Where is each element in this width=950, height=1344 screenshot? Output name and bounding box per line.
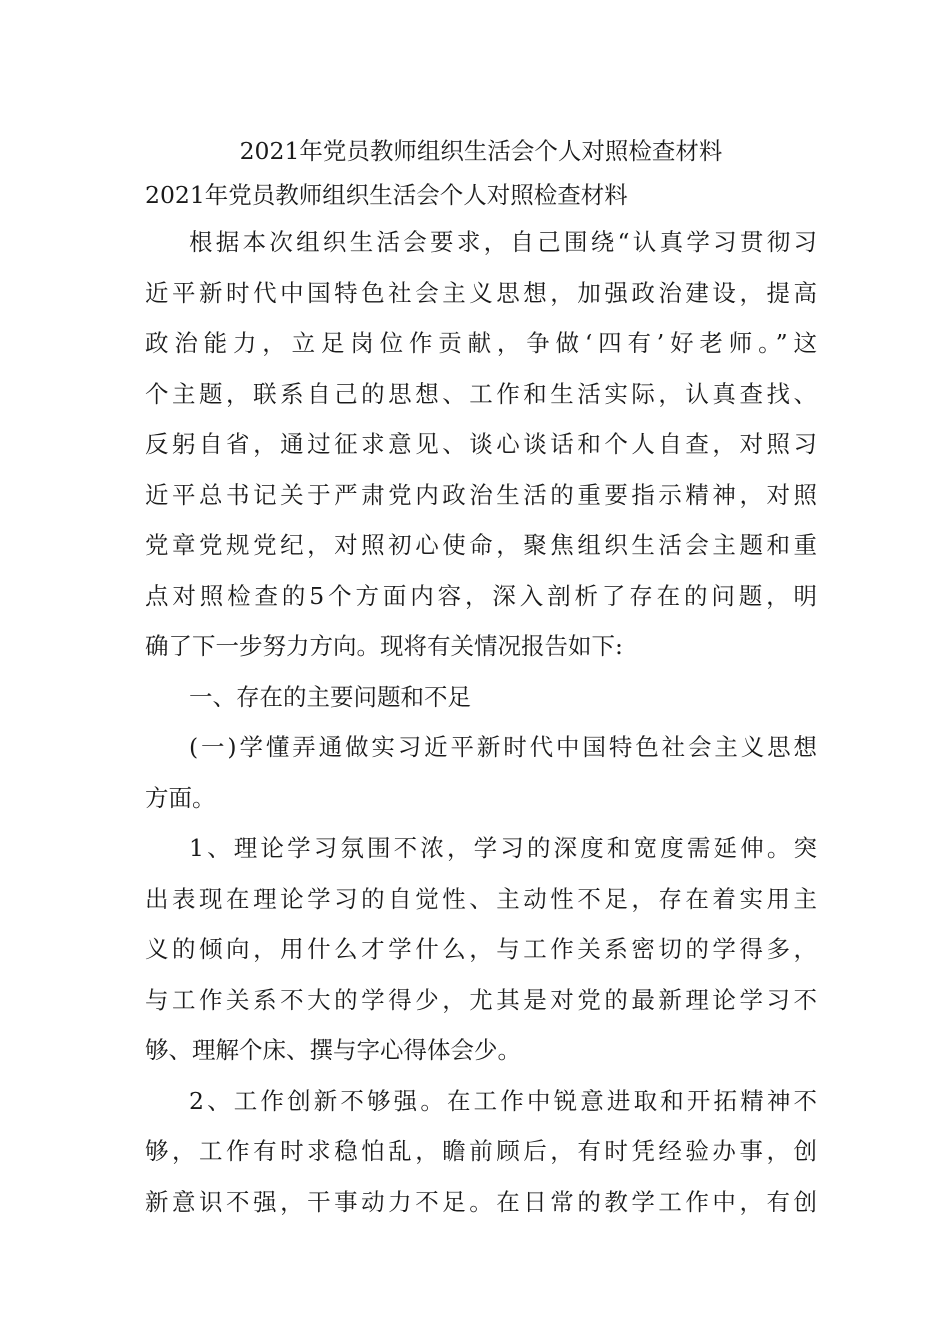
paragraph-line: 出表现在理论学习的自觉性、主动性不足，存在着实用主: [145, 884, 817, 913]
paragraph-item-1: [145, 823, 817, 1076]
paragraph-line: 近平新时代中国特色社会主义思想，加强政治建设，提高: [145, 278, 817, 307]
paragraph-line: 个主题，联系自己的思想、工作和生活实际，认真查找、: [145, 379, 817, 408]
document-title: 2021年党员教师组织生活会个人对照检查材料: [239, 137, 723, 165]
paragraph-line: 够、理解个床、撰与字心得体会少。: [145, 1036, 521, 1064]
document-subtitle: 2021年党员教师组织生活会个人对照检查材料: [145, 181, 628, 209]
paragraph-line: 1、理论学习氛围不浓，学习的深度和宽度需延伸。突: [189, 834, 817, 862]
paragraph-line: 新意识不强，干事动力不足。在日常的教学工作中，有创: [145, 1187, 817, 1216]
paragraph-line: 义的倾向，用什么才学什么，与工作关系密切的学得多，: [145, 935, 817, 963]
paragraph-line: 近平总书记关于严肃党内政治生活的重要指示精神，对照: [145, 480, 817, 509]
paragraph-line: 点对照检查的5个方面内容，深入剖析了存在的问题，明: [145, 581, 817, 610]
paragraph-line: 反躬自省，通过征求意见、谈心谈话和个人自查，对照习: [145, 430, 817, 458]
paragraph-line: 确了下一步努力方向。现将有关情况报告如下:: [145, 632, 623, 660]
paragraph-line: 党章党规党纪，对照初心使命，聚焦组织生活会主题和重: [145, 531, 817, 559]
document-body: [145, 129, 817, 1227]
subsection-heading-1: [145, 722, 817, 823]
section-heading-1: [145, 672, 817, 723]
paragraph-item-2: [145, 1076, 817, 1228]
paragraph-line: 2、工作创新不够强。在工作中锐意进取和开拓精神不: [189, 1086, 817, 1115]
paragraph-line: 政治能力，立足岗位作贡献，争做‘四有’好老师。”这: [145, 329, 817, 357]
paragraph-line: (一)学懂弄通做实习近平新时代中国特色社会主义思想: [189, 733, 817, 761]
paragraph-line: 与工作关系不大的学得少，尤其是对党的最新理论学习不: [145, 985, 817, 1014]
paragraph-line: 够，工作有时求稳怕乱，瞻前顾后，有时凭经验办事，创: [145, 1137, 817, 1165]
section-heading: 一、存在的主要问题和不足: [189, 682, 471, 711]
paragraph-intro: [145, 217, 817, 672]
paragraph-line: 根据本次组织生活会要求，自己围绕“认真学习贯彻习: [189, 228, 817, 256]
paragraph-line: 方面。: [145, 783, 216, 812]
